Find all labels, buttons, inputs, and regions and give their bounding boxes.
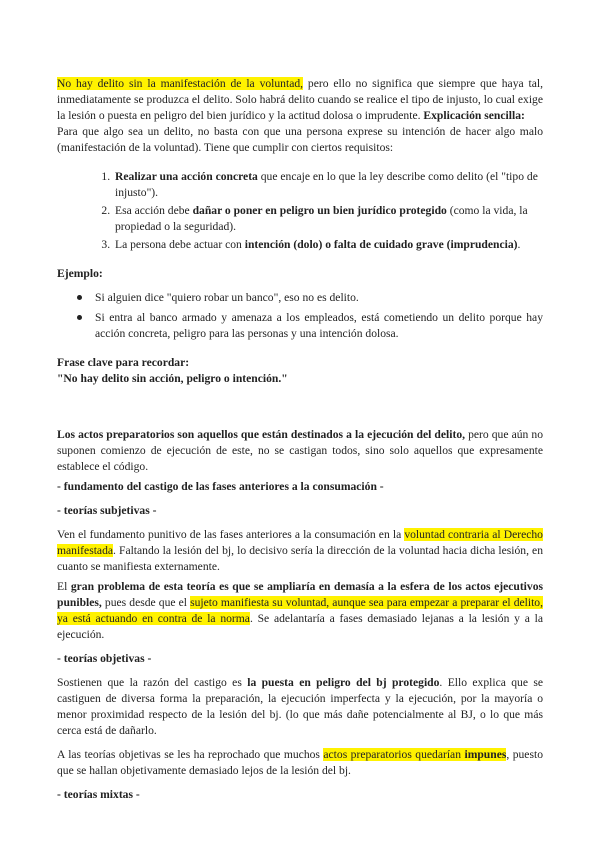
subjetivas-paragraph: Ven el fundamento punitivo de las fases anteriores a la consumación en la voluntad contraria al Derecho manifestada. Faltando la lesión del bj, lo decisivo sería la dirección de la voluntad hacia dicha lesión, en cuanto se manifiesta externamente. [57,528,543,573]
actos-paragraph: Los actos preparatorios son aquellos que están destinados a la ejecución del delito, pero que aún no suponen comienzo de ejecución de este, no se castigan todos, sino solo aquellos que expresamente establece el código. [57,428,543,473]
list-item: Si alguien dice "quiero robar un banco", eso no es delito. [95,290,543,306]
objetivas-heading: - teorías objetivas - [57,652,152,665]
objetivas-paragraph: Sostienen que la razón del castigo es la puesta en peligro del bj protegido. Ello explica que se castiguen de diversa forma la preparación, la ejecución imperfecta y la ejecución, por la mayoría o menor proximidad respecto de la lesión del bj. (lo que más dañe potencialmente al BJ, o lo que más cerca está de dañarlo. [57,676,544,737]
requisitos-list [57,169,543,253]
ejemplo-heading: Ejemplo: [57,267,103,280]
fundamento-heading: - fundamento del castigo de las fases anteriores a la consumación - [57,480,384,493]
explicacion-label: Explicación sencilla: [423,109,525,122]
bullet-icon [77,315,82,320]
objetivas-reproche-paragraph: A las teorías objetivas se les ha reprochado que muchos actos preparatorios quedarían impunes, puesto que se hallan objetivamente demasiado lejos de la lesión del bj. [57,748,543,777]
bullet-icon [77,295,82,300]
intro-paragraph: No hay delito sin la manifestación de la voluntad, pero ello no significa que siempre que haya tal, inmediatamente se produzca el delito. Solo habrá delito cuando se realice el tipo de injusto, lo cual exige la lesión o puesta en peligro del bien jurídico y la actitud dolosa o imprudente. Explicación sencilla: [57,77,543,122]
document-content [57,76,543,803]
explicacion-paragraph: Para que algo sea un delito, no basta con que una persona exprese su intención de hacer algo malo (manifestación de la voluntad). Tiene que cumplir con ciertos requisitos: [57,125,543,154]
frase-text: "No hay delito sin acción, peligro o intención." [57,372,288,385]
ejemplo-list [57,290,543,342]
list-item: Si entra al banco armado y amenaza a los empleados, está cometiendo un delito porque hay acción concreta, peligro para las personas y una intención dolosa. [95,310,543,342]
frase-heading: Frase clave para recordar: [57,356,190,369]
list-item: 2. Esa acción debe dañar o poner en peligro un bien jurídico protegido (como la vida, la propiedad o la seguridad). [113,203,543,235]
subjetivas-heading: - teorías subjetivas - [57,504,157,517]
subjetivas-problema-paragraph: El gran problema de esta teoría es que se ampliaría en demasía a la esfera de los actos ejecutivos punibles, pues desde que el sujeto manifiesta su voluntad, aunque sea para empezar a preparar el delito, ya está actuando en contra de la norma. Se adelantaría a fases demasiado lejanas a la lesión y a la ejecución. [57,580,544,641]
list-item: 3. La persona debe actuar con intención (dolo) o falta de cuidado grave (imprudencia). [113,237,543,253]
highlight-voluntad: No hay delito sin la manifestación de la voluntad, [57,77,304,90]
mixtas-heading: - teorías mixtas - [57,788,140,801]
list-item: 1. Realizar una acción concreta que encaje en lo que la ley describe como delito (el "tipo de injusto"). [113,169,543,201]
